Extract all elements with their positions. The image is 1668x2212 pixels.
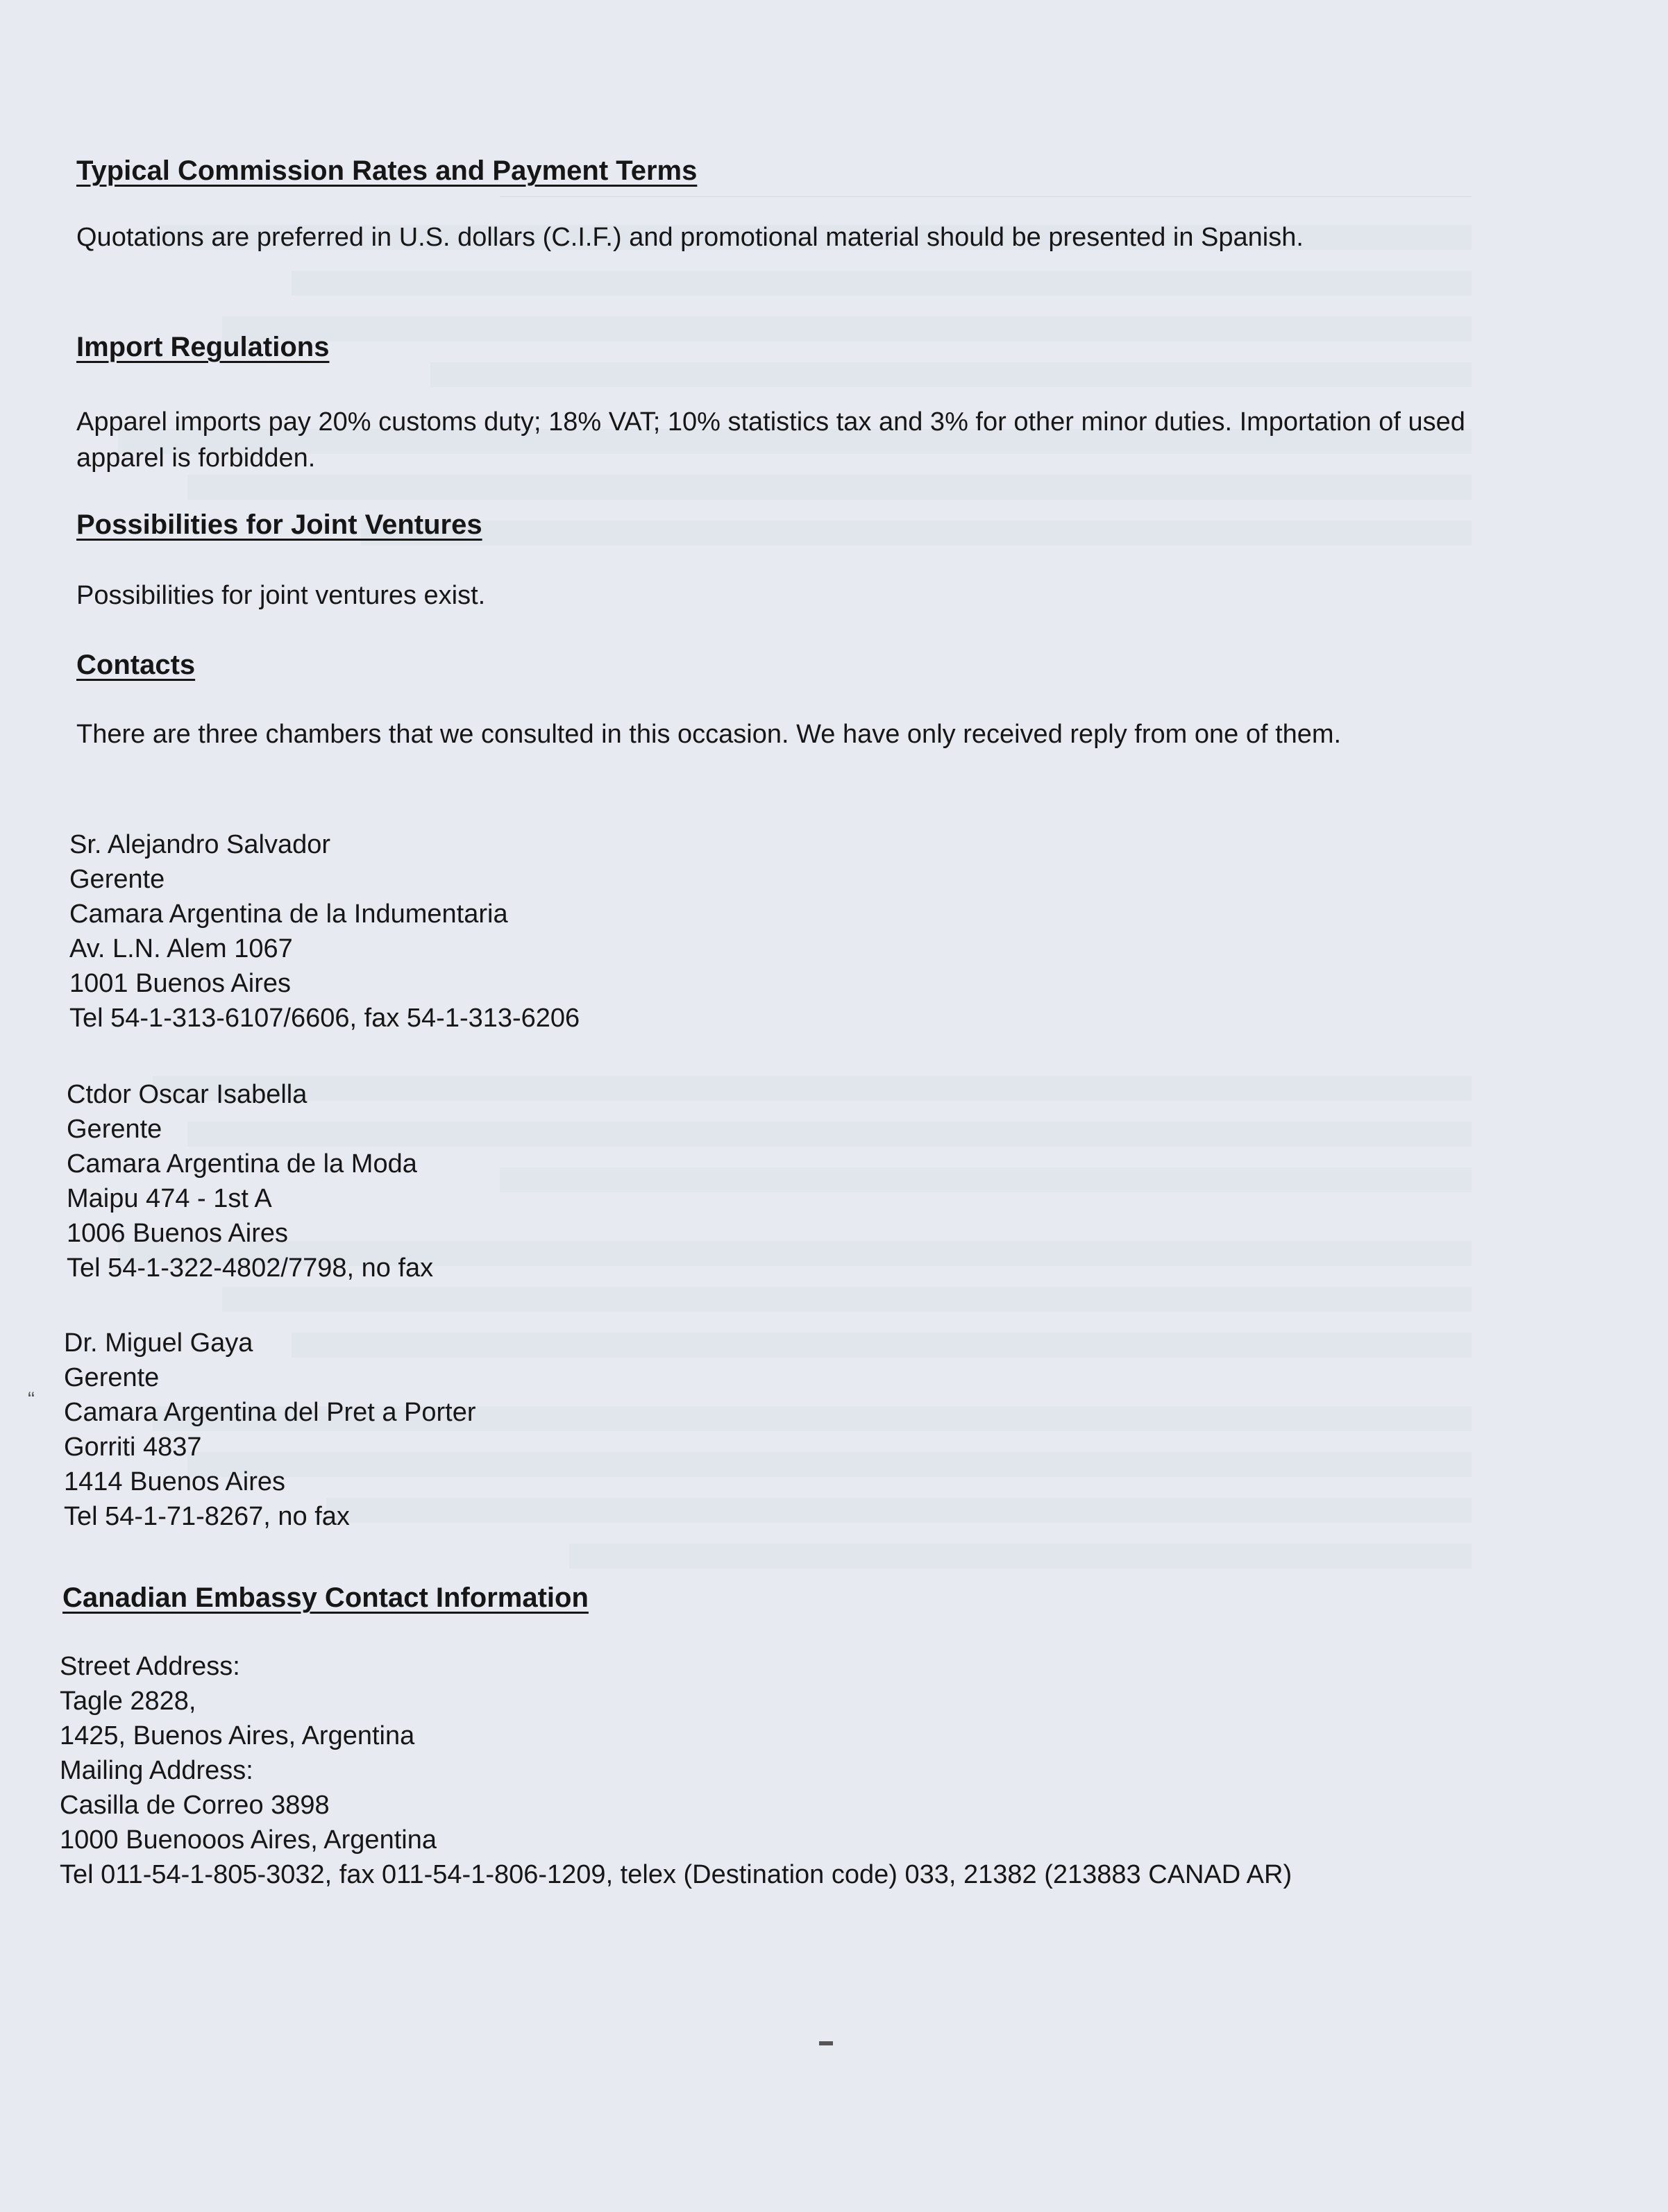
contact-name: Dr. Miguel Gaya [64, 1328, 253, 1358]
contact-address: Gorriti 4837 [64, 1433, 202, 1462]
contact-role: Gerente [69, 865, 165, 894]
scan-speck: ▬ [819, 2034, 833, 2049]
mailing-address-label: Mailing Address: [60, 1756, 253, 1785]
joint-ventures-section [76, 508, 1499, 614]
contact-role: Gerente [67, 1115, 162, 1144]
scan-speck: “ [28, 1388, 35, 1411]
mailing-address-city: 1000 Buenooos Aires, Argentina [60, 1825, 437, 1855]
import-text: Apparel imports pay 20% customs duty; 18% VAT; 10% statistics tax and 3% for other minor duties. Importation of used apparel is forbidden. [76, 407, 1465, 473]
commission-text: Quotations are preferred in U.S. dollars (C.I.F.) and promotional material should be presented in Spanish. [76, 223, 1304, 252]
mailing-address-line: Casilla de Correo 3898 [60, 1791, 330, 1820]
contact-card [64, 1326, 1487, 1534]
contact-address: Av. L.N. Alem 1067 [69, 934, 293, 963]
contact-city: 1001 Buenos Aires [69, 969, 292, 998]
commission-section [76, 154, 1499, 255]
embassy-phone: Tel 011-54-1-805-3032, fax 011-54-1-806-1209, telex (Destination code) 033, 21382 (213883 CANAD AR) [60, 1860, 1292, 1889]
contact-phone: Tel 54-1-322-4802/7798, no fax [67, 1253, 434, 1283]
contact-phone: Tel 54-1-313-6107/6606, fax 54-1-313-6206 [69, 1004, 580, 1033]
contact-name: Sr. Alejandro Salvador [69, 830, 331, 859]
contact-role: Gerente [64, 1363, 160, 1392]
embassy-address-block [60, 1649, 1483, 1892]
contact-organization: Camara Argentina del Pret a Porter [64, 1398, 476, 1427]
commission-heading: Typical Commission Rates and Payment Terms [76, 155, 698, 186]
contacts-section [76, 648, 1499, 752]
contact-address: Maipu 474 - 1st A [67, 1184, 272, 1213]
street-address-city: 1425, Buenos Aires, Argentina [60, 1721, 415, 1750]
import-section [76, 330, 1499, 476]
contact-card [69, 827, 1492, 1036]
contact-phone: Tel 54-1-71-8267, no fax [64, 1502, 350, 1531]
contact-card [67, 1077, 1490, 1285]
street-address-line: Tagle 2828, [60, 1687, 196, 1716]
contact-organization: Camara Argentina de la Indumentaria [69, 900, 508, 929]
embassy-section [62, 1581, 1485, 1614]
joint-ventures-heading: Possibilities for Joint Ventures [76, 509, 482, 540]
contacts-text: There are three chambers that we consulted in this occasion. We have only received reply from one of them. [76, 720, 1342, 749]
contact-city: 1414 Buenos Aires [64, 1467, 286, 1496]
contact-name: Ctdor Oscar Isabella [67, 1080, 308, 1109]
embassy-heading: Canadian Embassy Contact Information [62, 1582, 589, 1613]
street-address-label: Street Address: [60, 1652, 240, 1681]
contacts-heading: Contacts [76, 650, 196, 680]
import-heading: Import Regulations [76, 332, 330, 362]
contact-city: 1006 Buenos Aires [67, 1219, 289, 1248]
contact-organization: Camara Argentina de la Moda [67, 1149, 417, 1179]
joint-ventures-text: Possibilities for joint ventures exist. [76, 581, 486, 610]
